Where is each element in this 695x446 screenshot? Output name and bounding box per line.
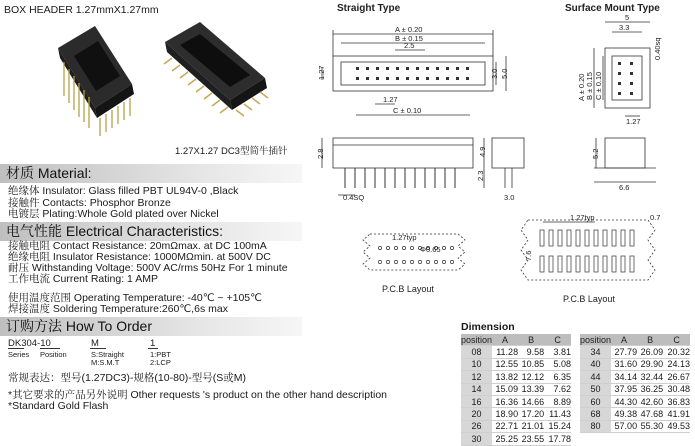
photo-caption: 1.27X1.27 DC3型简牛插针 xyxy=(175,146,288,157)
order-ncode: 1 xyxy=(150,338,156,349)
table-cell: 23.55 xyxy=(518,433,544,445)
table-cell: 14 xyxy=(461,383,492,395)
dim-a: A ± 0.20 xyxy=(395,25,423,34)
code-underline-n xyxy=(148,348,158,349)
table-cell: 10 xyxy=(461,358,492,370)
order-note: *其它要求的产品另外说明 Other requests 's product on the other hand description xyxy=(8,389,387,401)
dimension-table-right xyxy=(580,334,690,433)
position-label: Position xyxy=(40,350,67,359)
col-header: position xyxy=(580,334,612,345)
table-row xyxy=(461,395,571,407)
table-cell: 6.35 xyxy=(544,371,571,383)
dimension-table-left xyxy=(461,334,571,446)
table-cell: 16 xyxy=(461,395,492,407)
table-cell: 16.36 xyxy=(492,395,518,407)
table-cell: 5.08 xyxy=(544,358,571,370)
col-header: A xyxy=(611,334,637,346)
code-underline-m xyxy=(90,348,106,349)
table-cell: 47.68 xyxy=(637,408,663,420)
dim-smt-c: C ± 0.10 xyxy=(594,71,603,100)
table-cell: 32.44 xyxy=(637,371,663,383)
order-heading-band xyxy=(0,317,302,336)
dim-c: C ± 0.10 xyxy=(393,106,422,115)
table-cell: 3.81 xyxy=(544,346,571,358)
table-row xyxy=(461,420,571,432)
table-cell: 11.43 xyxy=(544,408,571,420)
table-cell: 18.90 xyxy=(492,408,518,420)
table-cell: 29.90 xyxy=(637,358,663,370)
col-header: C xyxy=(663,334,690,346)
dimension-title: Dimension xyxy=(461,321,515,333)
electrical-line: 接触电阻 Contact Resistance: 20mΩmax. at DC 100mA xyxy=(8,240,267,252)
table-cell: 36.25 xyxy=(637,383,663,395)
table-cell: 24.13 xyxy=(663,358,690,370)
dim-30-end: 3.0 xyxy=(504,193,515,202)
table-row xyxy=(580,346,690,358)
col-header: position xyxy=(461,334,493,345)
table-cell: 12 xyxy=(461,371,492,383)
temperature-line: 焊接温度 Soldering Temperature:260℃,6s max xyxy=(8,303,228,315)
smt-top-view xyxy=(577,13,662,126)
table-cell: 37.95 xyxy=(611,383,637,395)
table-row xyxy=(580,371,690,383)
table-cell: 30 xyxy=(461,433,492,445)
table-cell: 30.48 xyxy=(663,383,690,395)
table-cell: 13.82 xyxy=(492,371,518,383)
table-row xyxy=(580,395,690,407)
dim-50: 5.0 xyxy=(500,68,509,79)
smt-pcb-layout-label: P.C.B Layout xyxy=(563,294,615,304)
electrical-line: 工作电流 Current Rating: 1 AMP xyxy=(8,273,158,285)
table-cell: 60 xyxy=(580,395,611,407)
pcb-127typ: 1.27typ xyxy=(392,233,417,242)
dim-b: B ± 0.15 xyxy=(395,34,423,43)
dim-49: 4.9 xyxy=(478,146,487,157)
table-row xyxy=(461,408,571,420)
series-label: Series xyxy=(8,350,30,359)
table-cell: 10.85 xyxy=(518,358,544,370)
table-cell: 21.01 xyxy=(518,420,544,432)
table-cell: 8.89 xyxy=(544,395,571,407)
table-cell: 50 xyxy=(580,383,611,395)
dim-smt-33: 3.3 xyxy=(619,23,630,32)
smt-pcb-07: 0.7 xyxy=(650,213,661,222)
straight-pcb-layout xyxy=(363,233,465,294)
material-line: 接触件 Contacts: Phosphor Bronze xyxy=(8,197,171,209)
order-note: *Standard Gold Flash xyxy=(8,400,109,412)
table-cell: 41.91 xyxy=(663,408,690,420)
product-title: BOX HEADER 1.27mmX1.27mm xyxy=(4,4,159,16)
pcb-phi065: Φ0.65 xyxy=(420,245,441,254)
order-format: 常规表达：型号(1.27DC3)-规格(10-80)-型号(S或M) xyxy=(8,372,247,384)
col-header: C xyxy=(544,334,571,346)
electrical-line: 绝缘电阻 Insulator Resistance: 1000MΩmin. at 500V DC xyxy=(8,251,271,263)
table-cell: 17.20 xyxy=(518,408,544,420)
dim-127-side: 1.27 xyxy=(317,65,326,80)
table-row xyxy=(461,371,571,383)
table-cell: 20 xyxy=(461,408,492,420)
table-cell: 22.71 xyxy=(492,420,518,432)
material-line: 电镀层 Plating:Whole Gold plated over Nickel xyxy=(8,208,219,220)
dim-smt-127: 1.27 xyxy=(626,117,641,126)
table-cell: 44 xyxy=(580,371,611,383)
table-cell: 55.30 xyxy=(637,420,663,432)
table-cell: 68 xyxy=(580,408,611,420)
table-cell: 7.62 xyxy=(544,383,571,395)
dim-smt-a: A ± 0.20 xyxy=(577,73,586,101)
dim-pitch: 2.5 xyxy=(404,41,415,50)
code-underline-position xyxy=(40,348,60,349)
table-cell: 12.55 xyxy=(492,358,518,370)
m-option: S:Straight xyxy=(91,350,124,359)
material-line: 绝缘体 Insulator: Glass filled PBT UL94V-0 ,Black xyxy=(8,185,239,197)
col-header: B xyxy=(637,334,663,346)
electrical-line: 耐压 Withstanding Voltage: 500V AC/rms 50Hz For 1 minute xyxy=(8,262,288,274)
table-row xyxy=(461,383,571,395)
straight-type-title: Straight Type xyxy=(337,3,401,14)
material-heading-band xyxy=(0,164,302,183)
smt-side-view xyxy=(591,138,656,192)
straight-end-view xyxy=(476,138,524,202)
technical-drawings xyxy=(300,0,695,320)
electrical-heading-band xyxy=(0,222,302,241)
dim-smt-5: 5 xyxy=(625,13,630,22)
table-cell: 14.66 xyxy=(518,395,544,407)
table-cell: 26.09 xyxy=(637,346,663,358)
m-option: M:S.M.T xyxy=(91,358,120,367)
table-cell: 26 xyxy=(461,420,492,432)
code-underline-series xyxy=(8,348,24,349)
material-heading: 材质 Material: xyxy=(6,165,92,181)
table-cell: 25.25 xyxy=(492,433,518,445)
table-cell: 15.09 xyxy=(492,383,518,395)
straight-top-view xyxy=(317,25,509,115)
table-row xyxy=(461,433,571,445)
order-heading: 订购方法 How To Order xyxy=(6,318,152,334)
table-cell: 57.00 xyxy=(611,420,637,432)
dim-smt-b: B ± 0.15 xyxy=(585,72,594,100)
table-cell: 34 xyxy=(580,346,611,358)
smt-pcb-127typ: 1.27typ xyxy=(570,213,595,222)
product-photo xyxy=(40,18,310,143)
smt-pcb-76: 7.6 xyxy=(524,250,533,261)
table-cell: 12.12 xyxy=(518,371,544,383)
pcb-layout-label: P.C.B Layout xyxy=(382,284,434,294)
n-option: 2:LCP xyxy=(150,358,171,367)
table-cell: 17.78 xyxy=(544,433,571,445)
straight-header-illustration xyxy=(58,26,134,136)
dim-30: 3.0 xyxy=(490,68,499,79)
dim-smt-66: 6.6 xyxy=(619,183,630,192)
table-row xyxy=(461,346,571,358)
table-cell: 26.67 xyxy=(663,371,690,383)
electrical-heading: 电气性能 Electrical Characteristics: xyxy=(6,223,224,239)
table-cell: 42.60 xyxy=(637,395,663,407)
dim-smt-52: 5.2 xyxy=(591,148,600,159)
dim-sq: 0.4SQ xyxy=(343,193,365,202)
table-cell: 31.60 xyxy=(611,358,637,370)
table-row xyxy=(580,358,690,370)
table-cell: 11.28 xyxy=(492,346,518,358)
table-cell: 13.39 xyxy=(518,383,544,395)
table-cell: 20.32 xyxy=(663,346,690,358)
table-cell: 9.58 xyxy=(518,346,544,358)
straight-side-view xyxy=(316,138,473,202)
col-header: B xyxy=(518,334,544,346)
table-cell: 80 xyxy=(580,420,611,432)
table-cell: 27.79 xyxy=(611,346,637,358)
table-cell: 15.24 xyxy=(544,420,571,432)
dim-smt-040: 0.40sq xyxy=(653,37,662,60)
table-cell: 36.83 xyxy=(663,395,690,407)
smt-header-illustration xyxy=(164,22,268,116)
n-option: 1:PBT xyxy=(150,350,171,359)
table-row xyxy=(580,408,690,420)
temperature-line: 使用温度范围 Operating Temperature: -40℃ ~ +105℃ xyxy=(8,292,262,304)
smt-pcb-layout xyxy=(521,213,660,304)
table-cell: 34.14 xyxy=(611,371,637,383)
table-row xyxy=(461,358,571,370)
table-cell: 40 xyxy=(580,358,611,370)
order-code: DK304-10 xyxy=(8,338,51,349)
table-cell: 44.30 xyxy=(611,395,637,407)
table-cell: 08 xyxy=(461,346,492,358)
col-header: A xyxy=(492,334,518,346)
order-mcode: M xyxy=(91,338,99,349)
table-row xyxy=(580,383,690,395)
dim-28: 2.8 xyxy=(316,148,325,159)
dim-23: 2.3 xyxy=(476,170,485,181)
dim-127: 1.27 xyxy=(383,95,398,104)
table-cell: 49.53 xyxy=(663,420,690,432)
smt-type-title: Surface Mount Type xyxy=(565,3,660,14)
table-row xyxy=(580,420,690,432)
table-cell: 49.38 xyxy=(611,408,637,420)
